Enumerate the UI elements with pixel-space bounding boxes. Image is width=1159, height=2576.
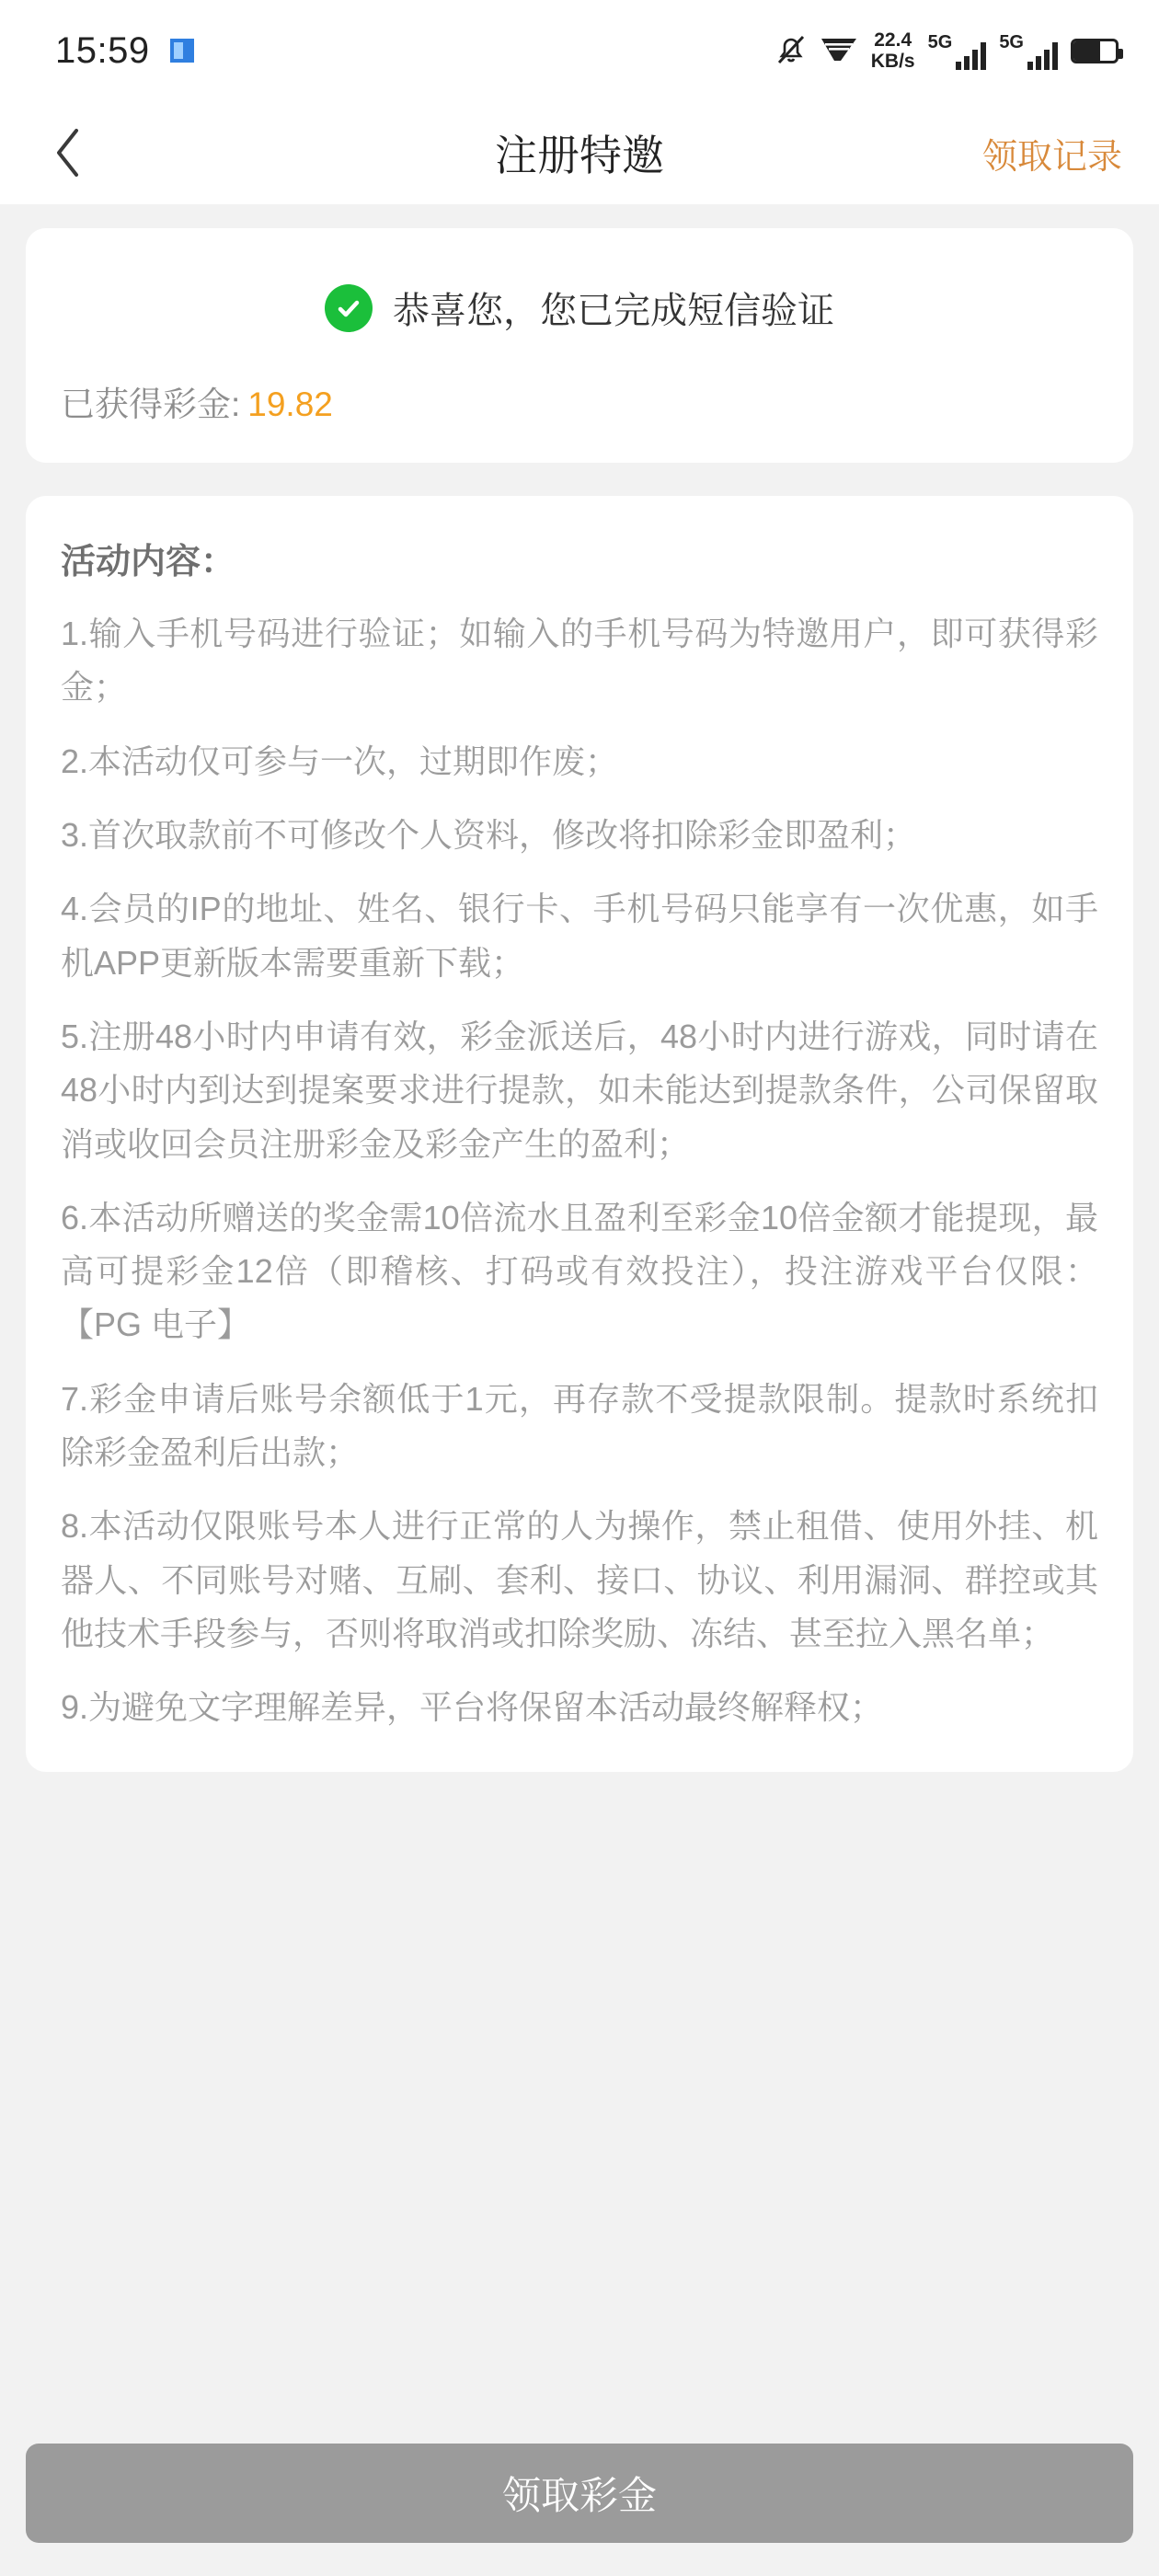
bonus-amount-value: 19.82 xyxy=(247,385,333,423)
bottom-action-bar xyxy=(0,2410,1159,2576)
status-time: 15:59 xyxy=(55,29,150,71)
bonus-amount-row xyxy=(61,376,1098,426)
activity-rules-title: 活动内容： xyxy=(61,543,236,581)
status-icons xyxy=(775,29,1119,72)
network-speed-value: 22.4 xyxy=(874,29,912,51)
back-button[interactable] xyxy=(37,121,101,185)
vpn-icon xyxy=(820,35,858,67)
rule-item: 2.本活动仅可参与一次，过期即作废； xyxy=(61,742,619,780)
status-bar xyxy=(0,0,1159,101)
rule-item: 9.为避免文字理解差异，平台将保留本活动最终解释权； xyxy=(61,1688,884,1727)
nav-bar xyxy=(0,101,1159,204)
rule-item: 6.本活动所赠送的奖金需10倍流水且盈利至彩金10倍金额才能提现，最高可提彩金12倍（即稽核、打码或有效投注），投注游戏平台仅限：【PG 电子】 xyxy=(61,1198,1098,1344)
page-content xyxy=(0,204,1159,1772)
sim2-bars xyxy=(1027,42,1058,70)
sim2-label: 5G xyxy=(999,31,1024,52)
bell-muted-icon xyxy=(775,31,807,71)
page-title: 注册特邀 xyxy=(495,132,664,179)
activity-rules-card xyxy=(26,496,1133,1772)
sim1-bars xyxy=(956,42,986,70)
claim-records-link[interactable]: 领取记录 xyxy=(981,137,1122,177)
network-speed-unit: KB/s xyxy=(870,51,915,72)
verification-result-card xyxy=(26,228,1133,463)
sim1-label: 5G xyxy=(927,31,953,52)
claim-bonus-button[interactable]: 领取彩金 xyxy=(26,2444,1133,2543)
check-circle-icon xyxy=(325,284,373,332)
congrats-text: 恭喜您，您已完成短信验证 xyxy=(393,291,834,331)
network-speed xyxy=(871,29,915,72)
battery-icon xyxy=(1071,39,1119,63)
sim2-signal xyxy=(999,32,1058,70)
app-icon xyxy=(170,39,194,63)
rule-item: 8.本活动仅限账号本人进行正常的人为操作，禁止租借、使用外挂、机器人、不同账号对赌、互刷、套利、接口、协议、利用漏洞、群控或其他技术手段参与，否则将取消或扣除奖励、冻结、甚至拉入黑名单； xyxy=(61,1507,1098,1652)
congrats-row xyxy=(61,282,1098,334)
rule-item: 3.首次取款前不可修改个人资料，修改将扣除彩金即盈利； xyxy=(61,815,917,854)
chevron-left-icon xyxy=(52,126,86,179)
rule-item: 4.会员的IP的地址、姓名、银行卡、手机号码只能享有一次优惠，如手机APP更新版本需要重新下载； xyxy=(61,890,1098,982)
rule-item: 5.注册48小时内申请有效，彩金派送后，48小时内进行游戏，同时请在48小时内到达到提案要求进行提款，如未能达到提款条件，公司保留取消或收回会员注册彩金及彩金产生的盈利； xyxy=(61,1017,1098,1163)
rule-item: 7.彩金申请后账号余额低于1元，再存款不受提款限制。提款时系统扣除彩金盈利后出款； xyxy=(61,1379,1098,1472)
sim1-signal xyxy=(928,32,987,70)
bonus-amount-label: 已获得彩金: xyxy=(61,385,241,423)
rule-item: 1.输入手机号码进行验证；如输入的手机号码为特邀用户，即可获得彩金； xyxy=(61,615,1098,707)
